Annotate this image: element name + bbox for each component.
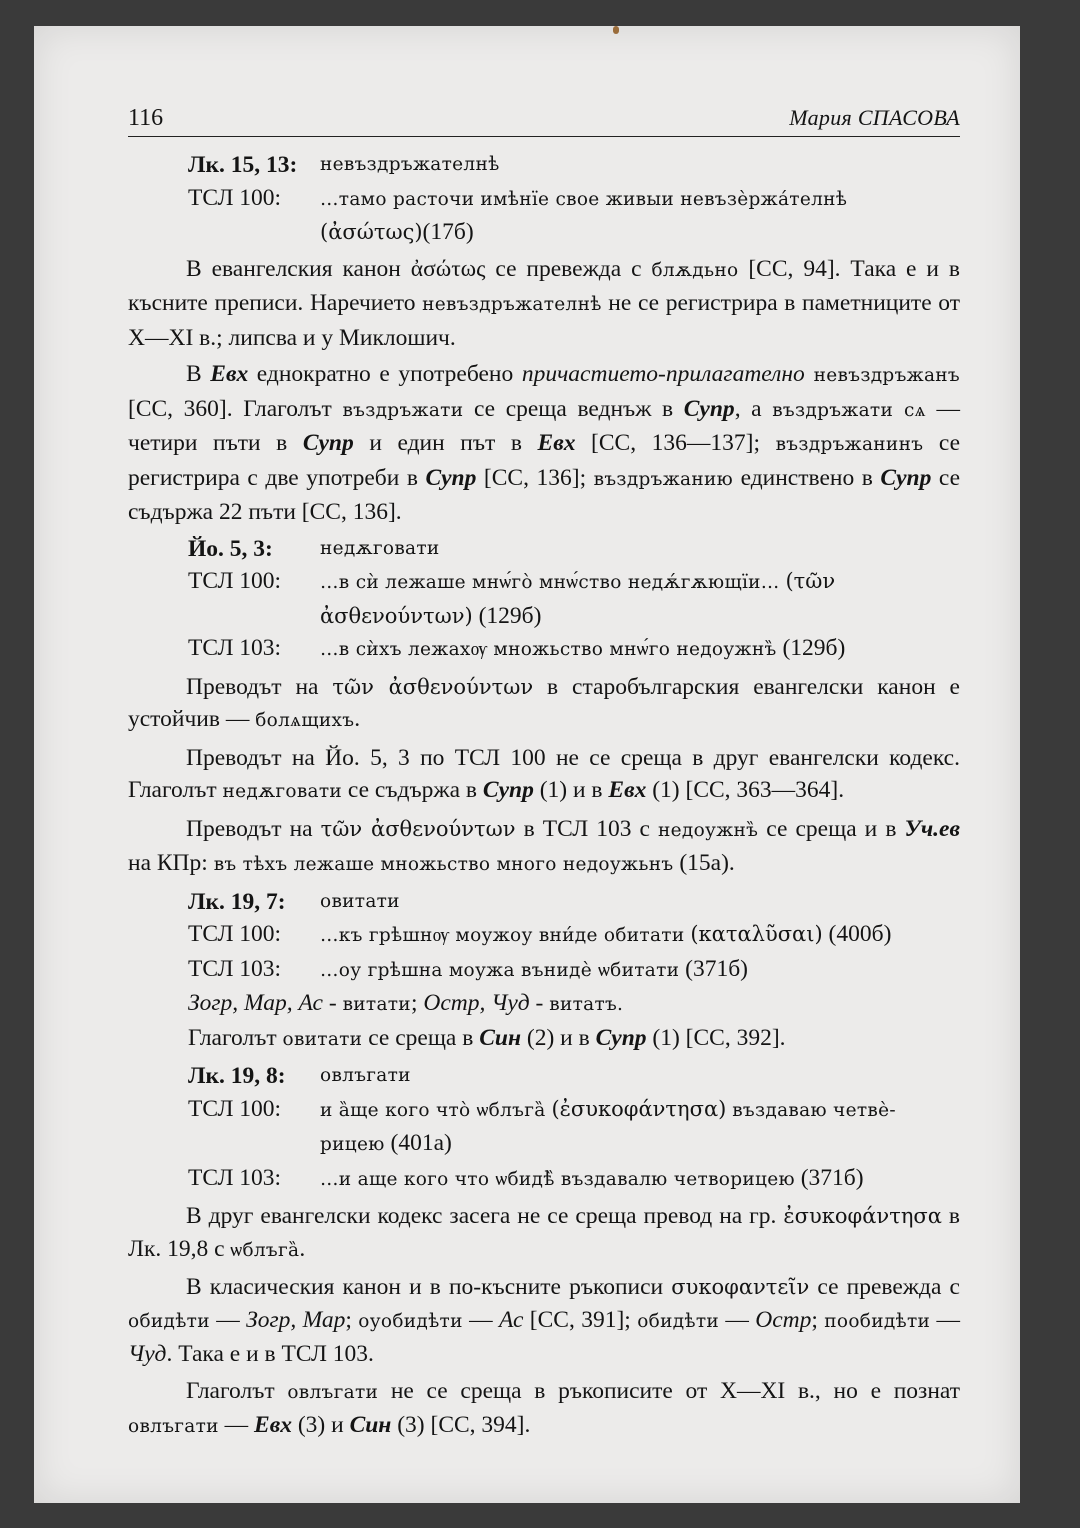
entry-ref: Лк. 19, 8: xyxy=(188,1063,286,1089)
ink-speck xyxy=(613,26,619,34)
header-rule xyxy=(128,136,960,137)
manuscript-label: ТСЛ 103: xyxy=(188,955,282,982)
running-header xyxy=(128,96,960,134)
running-header-author: Мария СПАСОВА xyxy=(789,104,960,130)
quote-greek: (ἀσώτως) xyxy=(320,220,423,244)
entry-headword: овлъгати xyxy=(320,1065,411,1086)
page-content xyxy=(128,96,960,1448)
page-number: 116 xyxy=(128,104,164,131)
paragraph: Преводът на τῶν ἀσθενούντων в ТСЛ 103 с недоужнъ̏ се среща и в Уч.ев на КПр: въ тѣхъ лежаше множьство много недоужьнъ (15а). xyxy=(128,815,960,876)
paragraph: В Евх еднократно е употребено причастието-прилагателно невъздръжанъ [СС, 360]. Глаголът въздръжати се среща веднъж в Супр, а въздръжати сѧ — четири пъти в Супр и един път в Евх [СС, 136—137]; въздръжанинъ се регистрира с две употреби в Супр [СС, 136]; въздръжанию единствено в Супр се съдържа 22 пъти [СС, 136]. xyxy=(128,361,961,525)
quote-cs: …тамо расточи имѣнїе свое живыи невъзѐржа́телнѣ xyxy=(320,188,848,210)
paragraph: Преводът на Йо. 5, 3 по ТСЛ 100 не се среща в друг евангелски кодекс. Глаголът недѫговати се съдържа в Супр (1) и в Евх (1) [СС, 363—364]. xyxy=(128,744,960,803)
paragraph: Преводът на τῶν ἀσθενούντων в старобългарския евангелски канон е устойчив — болѧщихъ. xyxy=(128,673,960,732)
variants-line: Зогр, Мар, Ас - витати; Остр, Чуд - витатъ. xyxy=(188,990,624,1016)
manuscript-label: ТСЛ 103: xyxy=(188,1164,282,1191)
manuscript-label: ТСЛ 103: xyxy=(188,635,282,661)
comment-line: Глаголът овитати се среща в Син (2) и в Супр (1) [СС, 392]. xyxy=(188,1024,786,1051)
entry-lk-15-13 xyxy=(188,149,960,249)
paragraph: Глаголът овлъгати не се среща в ръкописите от X—XI в., но е познат овлъгати — Евх (3) и Син (3) [СС, 394]. xyxy=(128,1377,960,1438)
entry-headword: недѫговати xyxy=(320,537,440,559)
entry-lk-19-7: Лк. 19, 7: овитати ТСЛ 100: …къ грѣшнѹ моужоу вни́де обитати (καταλῦσαι) (400б) ТСЛ 103: …оу грѣшна моужа вънидѐ ѡбитати (371б) Зогр, Мар, Ас - витати; Остр, Чуд - витатъ. Глаголът овитати се среща в Син (2) и в Супр (1) [СС, 392]. xyxy=(188,886,960,1057)
paragraph: В класическия канон и в по-късните ръкописи συκοφαντεῖν се превежда с обидѣти — Зогр, Мар; оуобидѣти — Ас [СС, 391]; обидѣти — Остр; пообидѣти — Чуд. Така е и в ТСЛ 103. xyxy=(128,1274,961,1367)
manuscript-label: ТСЛ 100: xyxy=(188,568,282,594)
entry-ref: Лк. 15, 13: xyxy=(188,152,298,178)
entry-ref: Лк. 19, 7: xyxy=(188,888,286,915)
entry-yo-5-3: Йо. 5, 3: недѫговати ТСЛ 100: …в сѝ лежаше мнѡ́го̀ мнѡ́ство недѫ́гѫющїи… (τῶν ἀσθενούντων) (129б) ТСЛ 103: …в сѝхъ лежахѹ множьство мнѡ́го недоужнъ̏ (129б) xyxy=(188,533,960,667)
entry-headword: невъздръжателнѣ xyxy=(320,154,500,175)
quote-folio: (17б) xyxy=(422,219,474,245)
paragraph: В евангелския канон ἀσώτως се превежда с блѫдьно [СС, 94]. Така е и в късните преписи. Наречието невъздръжателнѣ не се регистрира в паметниците от X—XI в.; липсва и у Миклошич. xyxy=(128,255,960,351)
manuscript-label: ТСЛ 100: xyxy=(188,921,282,947)
entry-headword: овитати xyxy=(320,890,400,912)
manuscript-label: ТСЛ 100: xyxy=(188,184,282,211)
entry-lk-19-8: Лк. 19, 8: овлъгати ТСЛ 100: и а̏ще кого что̀ ѡблъга̏ (ἐσυκοφάντησα) въздаваю четвѐ- рицею (401а) ТСЛ 103: …и аще кого что ѡбидѣ̏ въздавалю четворицею (371б) xyxy=(188,1060,960,1196)
paragraph: В друг евангелски кодекс засега не се среща превод на гр. ἐσυκοφάντησα в Лк. 19,8 с ѡблъга̏. xyxy=(128,1203,960,1262)
entry-ref: Йо. 5, 3: xyxy=(188,535,273,562)
manuscript-label: ТСЛ 100: xyxy=(188,1095,282,1122)
